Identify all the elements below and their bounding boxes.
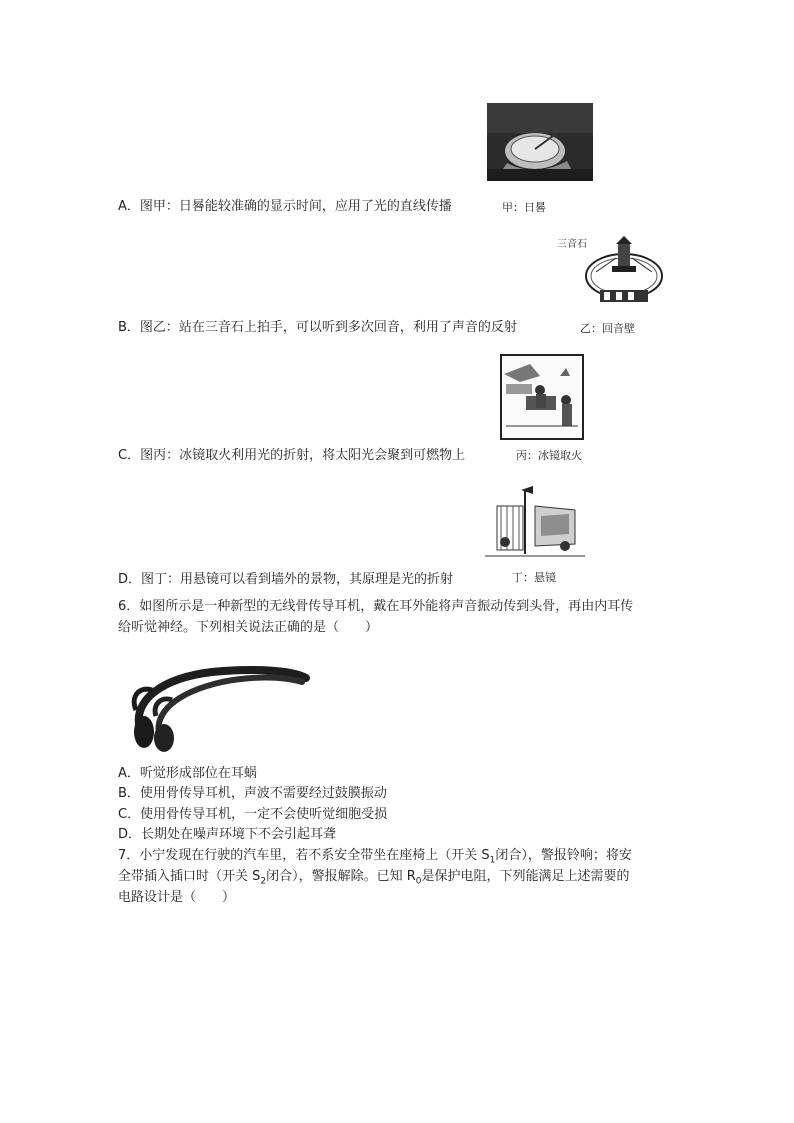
q5-option-d: D．图丁：用悬镜可以看到墙外的景物，其原理是光的折射: [118, 572, 454, 587]
q5-option-a: A．图甲：日晷能较准确的显示时间，应用了光的直线传播: [118, 199, 452, 214]
q7-r0-subscript: 0: [415, 876, 422, 887]
figure-bing-ice-lens: [500, 354, 584, 440]
figure-ding-hanging-mirror: [485, 484, 585, 564]
q6-option-d: D．长期处在噪声环境下不会引起耳聋: [118, 827, 337, 842]
figure-jia-sundial: [487, 103, 593, 181]
q7-line2-part1: 全带插入插口时（开关 S: [118, 869, 261, 884]
q6-stem-line2: 给听觉神经。下列相关说法正确的是（ ）: [118, 620, 379, 635]
q7-line2: [118, 868, 630, 891]
q6-option-a: A．听觉形成部位在耳蜗: [118, 766, 257, 781]
q7-line1-part1: 7．小宁发现在行驶的汽车里，若不系安全带坐在座椅上（开关 S: [118, 848, 490, 863]
caption-yi-label: 三音石: [557, 239, 587, 250]
q7-line1: [118, 847, 632, 870]
caption-ding: 丁：悬镜: [512, 571, 556, 584]
caption-jia: 甲：日晷: [502, 201, 546, 214]
q6-option-b: B．使用骨传导耳机，声波不需要经过鼓膜振动: [118, 786, 387, 801]
q5-option-b: B．图乙：站在三音石上拍手，可以听到多次回音，利用了声音的反射: [118, 320, 517, 335]
q7-line2-part3: 是保护电阻，下列能满足上述需要的: [421, 869, 630, 884]
figure-bone-conduction-headphones: [122, 660, 312, 752]
q6-stem-line1: 6．如图所示是一种新型的无线骨传导耳机，戴在耳外能将声音振动传到头骨，再由内耳传: [118, 599, 634, 614]
q7-s1-subscript: 1: [489, 855, 496, 866]
caption-yi: 乙：回音壁: [580, 322, 635, 335]
caption-bing: 丙：冰镜取火: [516, 449, 582, 462]
q7-line1-part2: 闭合），警报铃响；将安: [495, 848, 632, 863]
q5-option-c: C．图丙：冰镜取火利用光的折射，将太阳光会聚到可燃物上: [118, 448, 466, 463]
q7-line2-part2: 闭合），警报解除。已知 R: [266, 869, 416, 884]
q7-s2-subscript: 2: [260, 876, 267, 887]
q7-line3: 电路设计是（ ）: [118, 890, 236, 905]
q6-option-c: C．使用骨传导耳机，一定不会使听觉细胞受损: [118, 807, 388, 822]
